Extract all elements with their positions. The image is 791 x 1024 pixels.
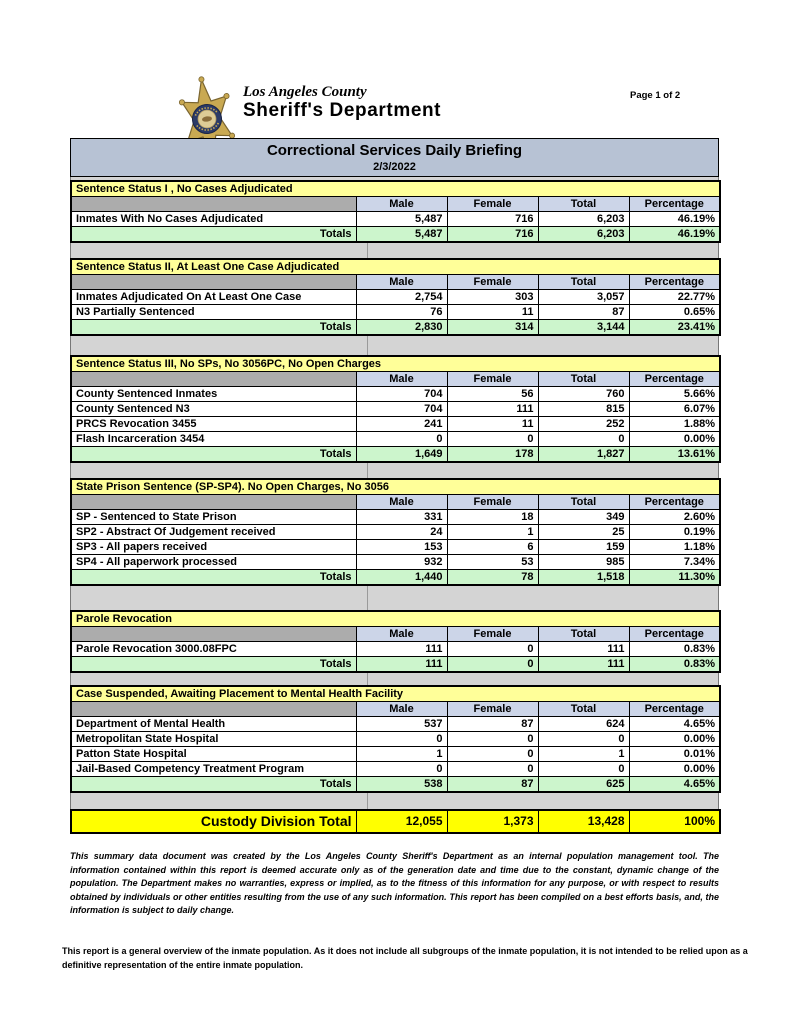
row-label: Jail-Based Competency Treatment Program (71, 762, 356, 777)
row-percentage-value: 0.01% (629, 747, 720, 762)
section-table (70, 355, 721, 463)
row-total-value: 624 (538, 717, 629, 732)
row-female-value: 0 (447, 747, 538, 762)
table-row (71, 212, 720, 227)
row-label: Department of Mental Health (71, 717, 356, 732)
row-female-value: 87 (447, 717, 538, 732)
section-title: Parole Revocation (71, 611, 720, 627)
column-header: Male (356, 627, 447, 642)
row-male-value: 0 (356, 762, 447, 777)
row-total-value: 0 (538, 432, 629, 447)
column-header: Female (447, 627, 538, 642)
totals-label: Totals (71, 320, 356, 336)
column-header: Female (447, 275, 538, 290)
row-percentage-value: 0.19% (629, 525, 720, 540)
row-male-value: 2,754 (356, 290, 447, 305)
table-row (71, 525, 720, 540)
row-total-value: 0 (538, 732, 629, 747)
table-row (71, 417, 720, 432)
totals-row (71, 227, 720, 243)
section-title: Sentence Status II, At Least One Case Adjudicated (71, 259, 720, 275)
section-table (70, 610, 721, 673)
row-label: Flash Incarceration 3454 (71, 432, 356, 447)
table-row (71, 305, 720, 320)
row-female-value: 56 (447, 387, 538, 402)
row-label: Metropolitan State Hospital (71, 732, 356, 747)
totals-label: Totals (71, 227, 356, 243)
report-date: 2/3/2022 (373, 161, 416, 173)
totals-female-value: 87 (447, 777, 538, 793)
section-title: State Prison Sentence (SP-SP4). No Open Charges, No 3056 (71, 479, 720, 495)
column-header: Male (356, 197, 447, 212)
column-header: Percentage (629, 702, 720, 717)
row-male-value: 0 (356, 732, 447, 747)
section-title-row (71, 181, 720, 197)
totals-row (71, 777, 720, 793)
totals-male-value: 111 (356, 657, 447, 673)
row-label: SP2 - Abstract Of Judgement received (71, 525, 356, 540)
section-title-row (71, 356, 720, 372)
section-title: Case Suspended, Awaiting Placement to Mental Health Facility (71, 686, 720, 702)
row-female-value: 0 (447, 762, 538, 777)
header-corner-cell (71, 495, 356, 510)
row-percentage-value: 0.00% (629, 432, 720, 447)
report-body (70, 138, 719, 918)
column-header: Percentage (629, 197, 720, 212)
section-title: Sentence Status III, No SPs, No 3056PC, No Open Charges (71, 356, 720, 372)
row-female-value: 18 (447, 510, 538, 525)
totals-total-value: 625 (538, 777, 629, 793)
header-corner-cell (71, 197, 356, 212)
column-header: Male (356, 702, 447, 717)
totals-percentage-value: 0.83% (629, 657, 720, 673)
totals-total-value: 6,203 (538, 227, 629, 243)
logo-county-text: Los Angeles County (243, 84, 367, 100)
column-header: Female (447, 197, 538, 212)
row-total-value: 6,203 (538, 212, 629, 227)
table-row (71, 432, 720, 447)
sections-container (70, 180, 719, 809)
row-total-value: 815 (538, 402, 629, 417)
agency-wordmark (243, 84, 441, 121)
row-total-value: 760 (538, 387, 629, 402)
section-title: Sentence Status I , No Cases Adjudicated (71, 181, 720, 197)
header-corner-cell (71, 702, 356, 717)
row-label: PRCS Revocation 3455 (71, 417, 356, 432)
table-row (71, 762, 720, 777)
row-female-value: 0 (447, 642, 538, 657)
section-table (70, 258, 721, 336)
column-header: Total (538, 627, 629, 642)
row-female-value: 0 (447, 432, 538, 447)
row-percentage-value: 1.88% (629, 417, 720, 432)
section-table (70, 180, 721, 243)
row-label: Inmates Adjudicated On At Least One Case (71, 290, 356, 305)
column-header: Total (538, 495, 629, 510)
column-header: Female (447, 702, 538, 717)
section-title-row (71, 611, 720, 627)
section-spacer (70, 793, 719, 809)
row-total-value: 0 (538, 762, 629, 777)
report-title-bar (70, 138, 719, 177)
column-header: Percentage (629, 275, 720, 290)
row-label: N3 Partially Sentenced (71, 305, 356, 320)
totals-row (71, 657, 720, 673)
totals-label: Totals (71, 570, 356, 586)
totals-row (71, 320, 720, 336)
row-percentage-value: 0.65% (629, 305, 720, 320)
totals-row (71, 570, 720, 586)
row-label: County Sentenced Inmates (71, 387, 356, 402)
column-header-row (71, 627, 720, 642)
row-female-value: 11 (447, 305, 538, 320)
totals-label: Totals (71, 657, 356, 673)
row-total-value: 87 (538, 305, 629, 320)
overview-note-paragraph: This report is a general overview of the inmate population. As it does not include all subgroups of the inmate population, it is not intended to be relied upon as a definitive representation of the entire inmate population. (62, 946, 748, 970)
row-percentage-value: 2.60% (629, 510, 720, 525)
row-male-value: 1 (356, 747, 447, 762)
table-row (71, 555, 720, 570)
row-total-value: 3,057 (538, 290, 629, 305)
totals-male-value: 1,649 (356, 447, 447, 463)
section-spacer (70, 673, 719, 685)
table-row (71, 402, 720, 417)
column-header: Female (447, 495, 538, 510)
row-female-value: 53 (447, 555, 538, 570)
totals-female-value: 0 (447, 657, 538, 673)
logo-department-text: Sheriff's Department (243, 100, 442, 121)
totals-percentage-value: 11.30% (629, 570, 720, 586)
column-header-row (71, 372, 720, 387)
column-header: Total (538, 197, 629, 212)
totals-total-value: 111 (538, 657, 629, 673)
column-header: Percentage (629, 495, 720, 510)
row-female-value: 1 (447, 525, 538, 540)
row-label: SP4 - All paperwork processed (71, 555, 356, 570)
column-header-row (71, 197, 720, 212)
row-percentage-value: 22.77% (629, 290, 720, 305)
column-header: Female (447, 372, 538, 387)
document-header (0, 0, 791, 138)
table-row (71, 717, 720, 732)
totals-percentage-value: 13.61% (629, 447, 720, 463)
row-male-value: 704 (356, 387, 447, 402)
column-header-row (71, 275, 720, 290)
column-header-row (71, 702, 720, 717)
section-title-row (71, 686, 720, 702)
totals-label: Totals (71, 447, 356, 463)
row-percentage-value: 46.19% (629, 212, 720, 227)
column-header: Total (538, 702, 629, 717)
section-spacer (70, 586, 719, 610)
row-male-value: 537 (356, 717, 447, 732)
row-male-value: 331 (356, 510, 447, 525)
column-header: Male (356, 275, 447, 290)
row-female-value: 303 (447, 290, 538, 305)
column-header: Percentage (629, 372, 720, 387)
totals-total-value: 3,144 (538, 320, 629, 336)
row-percentage-value: 0.00% (629, 732, 720, 747)
grand-total-female: 1,373 (447, 810, 538, 833)
row-male-value: 5,487 (356, 212, 447, 227)
row-total-value: 25 (538, 525, 629, 540)
row-total-value: 985 (538, 555, 629, 570)
totals-male-value: 538 (356, 777, 447, 793)
totals-male-value: 5,487 (356, 227, 447, 243)
row-male-value: 932 (356, 555, 447, 570)
table-row (71, 510, 720, 525)
table-row (71, 387, 720, 402)
header-corner-cell (71, 275, 356, 290)
row-total-value: 111 (538, 642, 629, 657)
totals-row (71, 447, 720, 463)
totals-female-value: 314 (447, 320, 538, 336)
section-table (70, 478, 721, 586)
row-percentage-value: 1.18% (629, 540, 720, 555)
row-male-value: 153 (356, 540, 447, 555)
row-male-value: 76 (356, 305, 447, 320)
row-percentage-value: 5.66% (629, 387, 720, 402)
table-row (71, 290, 720, 305)
disclaimer-paragraph: This summary data document was created by the Los Angeles County Sheriff's Department as an internal population management tool. The information contained within this report is deemed accurate only as of the generation date and time due to the constant, dynamic change of the population. The Department makes no warranties, express or implied, as to the fitness of this information for any purpose, or with respect to results obtained by individuals or other entities resulting from the use of any such information. This report has been compiled on a best efforts basis, and, the information is subject to daily change. (70, 851, 719, 915)
totals-percentage-value: 4.65% (629, 777, 720, 793)
row-male-value: 704 (356, 402, 447, 417)
row-male-value: 241 (356, 417, 447, 432)
row-male-value: 0 (356, 432, 447, 447)
row-male-value: 24 (356, 525, 447, 540)
row-percentage-value: 0.83% (629, 642, 720, 657)
row-female-value: 11 (447, 417, 538, 432)
totals-male-value: 1,440 (356, 570, 447, 586)
column-header: Percentage (629, 627, 720, 642)
section-title-row (71, 259, 720, 275)
row-label: County Sentenced N3 (71, 402, 356, 417)
section-spacer (70, 336, 719, 355)
totals-percentage-value: 46.19% (629, 227, 720, 243)
row-female-value: 6 (447, 540, 538, 555)
row-total-value: 349 (538, 510, 629, 525)
column-header: Total (538, 275, 629, 290)
row-label: SP - Sentenced to State Prison (71, 510, 356, 525)
table-row (71, 642, 720, 657)
row-label: Inmates With No Cases Adjudicated (71, 212, 356, 227)
totals-total-value: 1,827 (538, 447, 629, 463)
grand-total-label: Custody Division Total (71, 810, 356, 833)
row-label: SP3 - All papers received (71, 540, 356, 555)
row-female-value: 0 (447, 732, 538, 747)
row-percentage-value: 4.65% (629, 717, 720, 732)
column-header: Male (356, 495, 447, 510)
row-percentage-value: 6.07% (629, 402, 720, 417)
row-percentage-value: 7.34% (629, 555, 720, 570)
grand-total-percentage: 100% (629, 810, 720, 833)
table-row (71, 540, 720, 555)
table-row (71, 747, 720, 762)
row-total-value: 252 (538, 417, 629, 432)
section-spacer (70, 243, 719, 258)
row-female-value: 716 (447, 212, 538, 227)
row-total-value: 1 (538, 747, 629, 762)
totals-label: Totals (71, 777, 356, 793)
section-table (70, 685, 721, 793)
row-male-value: 111 (356, 642, 447, 657)
totals-total-value: 1,518 (538, 570, 629, 586)
page-number-indicator: Page 1 of 2 (630, 90, 681, 101)
grand-total-row (71, 810, 720, 833)
section-spacer (70, 463, 719, 478)
grand-total-table (70, 809, 721, 834)
header-corner-cell (71, 627, 356, 642)
row-female-value: 111 (447, 402, 538, 417)
totals-male-value: 2,830 (356, 320, 447, 336)
row-total-value: 159 (538, 540, 629, 555)
table-row (71, 732, 720, 747)
column-header: Total (538, 372, 629, 387)
section-title-row (71, 479, 720, 495)
totals-percentage-value: 23.41% (629, 320, 720, 336)
row-percentage-value: 0.00% (629, 762, 720, 777)
header-corner-cell (71, 372, 356, 387)
totals-female-value: 178 (447, 447, 538, 463)
grand-total-male: 12,055 (356, 810, 447, 833)
column-header-row (71, 495, 720, 510)
totals-female-value: 78 (447, 570, 538, 586)
grand-total-total: 13,428 (538, 810, 629, 833)
row-label: Parole Revocation 3000.08FPC (71, 642, 356, 657)
report-title: Correctional Services Daily Briefing (266, 142, 523, 159)
row-label: Patton State Hospital (71, 747, 356, 762)
column-header: Male (356, 372, 447, 387)
totals-female-value: 716 (447, 227, 538, 243)
